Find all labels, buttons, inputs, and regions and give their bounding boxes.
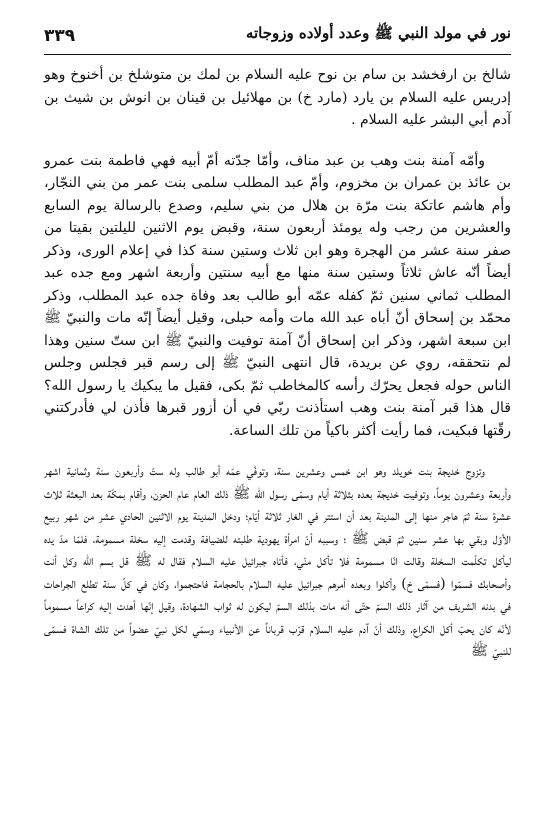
page-number: ٣٣٩ [44, 26, 76, 46]
paragraph-mother: وأمّه آمنة بنت وهب بن عبد مناف، وأمّا جدّته أمّ أبيه فهي فاطمة بنت عمرو بن عائذ بن عمران بن مخزوم، وأمّ عبد المطلب سلمى بنت عمر من بني النجّار، وأم هاشم عاتكة بنت مرّة بن هلال من بني سليم، وصدع بالرسالة يوم السابع والعشرين من رجب وله يومئذ أربعون سنة، وقبض يوم الاثنين لليلتين بقيتا من صفر سنة عشر من الهجرة وهو ابن ثلاث وستين سنة كذا في إعلام الورى، وذكر أيضاً أنّه عاش ثلاثاً وستين سنة منها مع أبيه سنتين وأربعة اشهر ومع جده عبد المطلب ثماني سنين ثمّ كفله عمّه أبو طالب بعد وفاة جده عبد المطلب، وذكر محمّد بن إسحاق أنّ أباه عبد الله مات وأمه حبلى، وقيل أيضاً إنّه مات والنبيّ ﷺ ابن سبعة اشهر، وذكر ابن إسحاق أنّ آمنة توفيت والنبيّ ﷺ ابن ستّ سنين وهذا لم نتحققه، روي عن بريدة، قال انتهى النبيّ ﷺ إلى رسم قبر فجلس وجلس الناس حوله فجعل يحرّك رأسه كالمخاطب ثمّ بكى، فقيل ما يبكيك يا رسول الله؟ قال هذا قبر آمنة بنت وهب استأذنت ربّي في أن أزور قبرها فأذن لي فأدركتني رقّتها فبكيت، فما رأيت أكثر باكياً من تلك الساعة. [44, 152, 511, 439]
paragraph-genealogy: شالخ بن ارفخشد بن سام بن نوح عليه السلام بن لمك بن متوشلخ بن أخنوخ وهو إدريس عليه السلام بن يارد (مارد خ) بن مهلائيل بن قينان بن انوش بن شيث بن آدم أبي البشر عليه السلام . [44, 67, 511, 128]
paragraph-gap [44, 442, 511, 460]
paragraph-gap [44, 132, 511, 150]
page-body [44, 64, 511, 663]
paragraph-khadija: وتزوج خديجة بنت خويلد وهو ابن خمس وعشرين سنة، وتوفّي عمّه أبو طالب وله ستّ وأربعون سنة وثمانية اشهر وأربعة وعشرون يوماً، وتوفيت خديجة بعده بثلاثة أيام وسمّى رسول الله ﷺ ذلك العام عام الحزن، وأقام بمكّة بعد البعثة ثلاث عشرة سنة ثمّ هاجر منها إلى المدينة بعد أن استتر في الغار ثلاثة أيّام؛ ودخل المدينة يوم الاثنين الحادي عشر من شهر ربيع الأوّل وبقي بها عشر سنين ثمّ قبض ﷺ ؛ وسببه أنّ امرأة يهودية طلبته للضيافة وقدمت إليه سخلة مسمومة، فلمّا مدّ يده ليأكل تكلّمت السخلة وقالت انّا مسمومة فلا تأكل منّي، فأتاه جبرائيل عليه السلام فقال له ﷺ قل بسم الله وكل أنت وأصحابك فسمّوا (فسمّى خ) وأكلوا وبعده أمرهم جبرائيل عليه السلام بالحجامة فاحتجموا، وكان في كلّ سنة تطلع الجراحات في بدنه الشريف من آثار ذلك السمّ حتّى أنه مات بذلك السمّ ليكون له ثواب الشهادة، وقيل إنّها أهدت إليه كراعاً مسموماً لأنّه كان يحبّ أكل الكراع، وذلك أنّ آدم عليه السلام قرّب قرباناً عن الأنبياء وسمّي لكل نبيّ عضواً من تلك الشاة فسمّى للنبيّ ﷺ [44, 463, 511, 659]
header-rule [44, 54, 511, 55]
running-header [44, 24, 511, 52]
header-title: نور في مولد النبي ﷺ وعدد أولاده وزوجاته [245, 24, 511, 42]
